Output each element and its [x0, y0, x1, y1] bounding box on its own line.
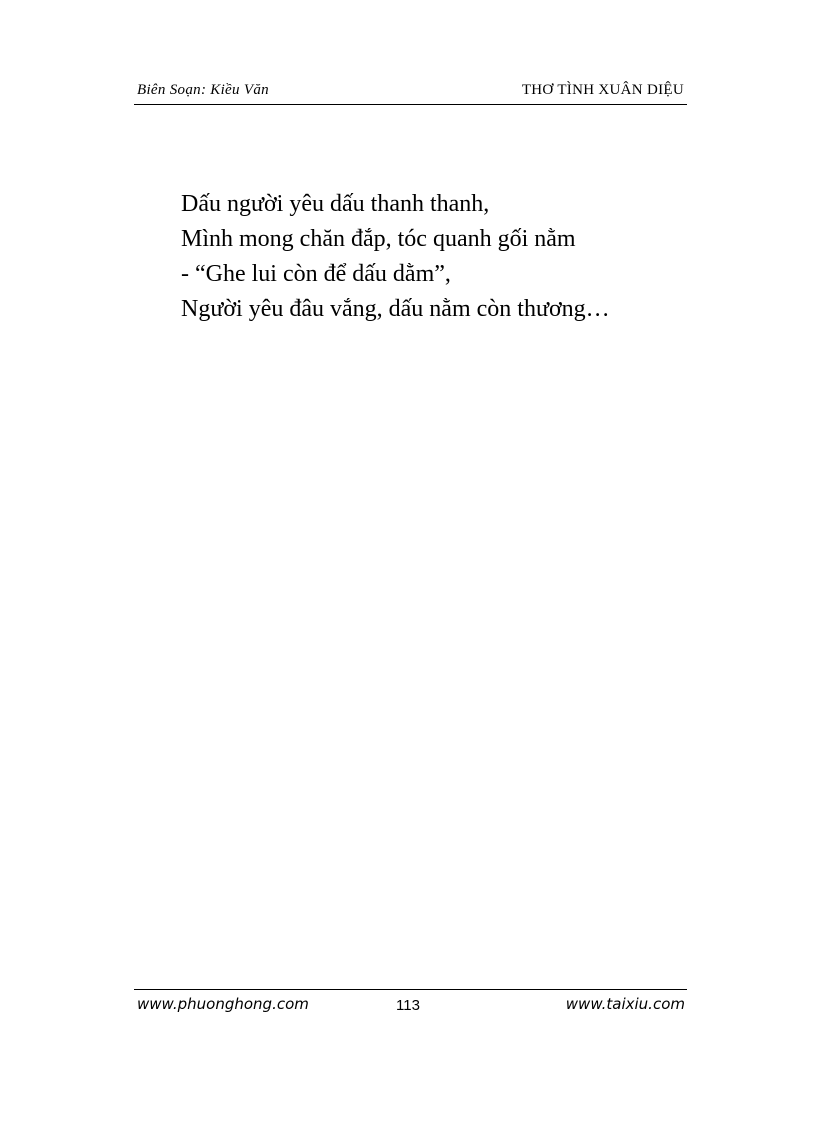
header-author: Biên Soạn: Kiều Văn	[137, 82, 269, 98]
poem-line: - “Ghe lui còn để dấu dằm”,	[181, 261, 451, 287]
header-book-title: THƠ TÌNH XUÂN DIỆU	[521, 82, 684, 98]
poem-stanza	[181, 187, 610, 327]
page-number: 113	[396, 997, 420, 1014]
page-footer	[134, 989, 687, 1020]
poem-line: Dấu người yêu dấu thanh thanh,	[181, 191, 490, 217]
footer-left-website: www.phuonghong.com	[137, 995, 309, 1013]
poem-line: Mình mong chăn đắp, tóc quanh gối nằm	[181, 226, 576, 252]
page-header	[134, 80, 687, 105]
footer-right-website: www.taixiu.com	[565, 995, 685, 1013]
poem-line: Người yêu đâu vắng, dấu nằm còn thương…	[181, 296, 610, 322]
